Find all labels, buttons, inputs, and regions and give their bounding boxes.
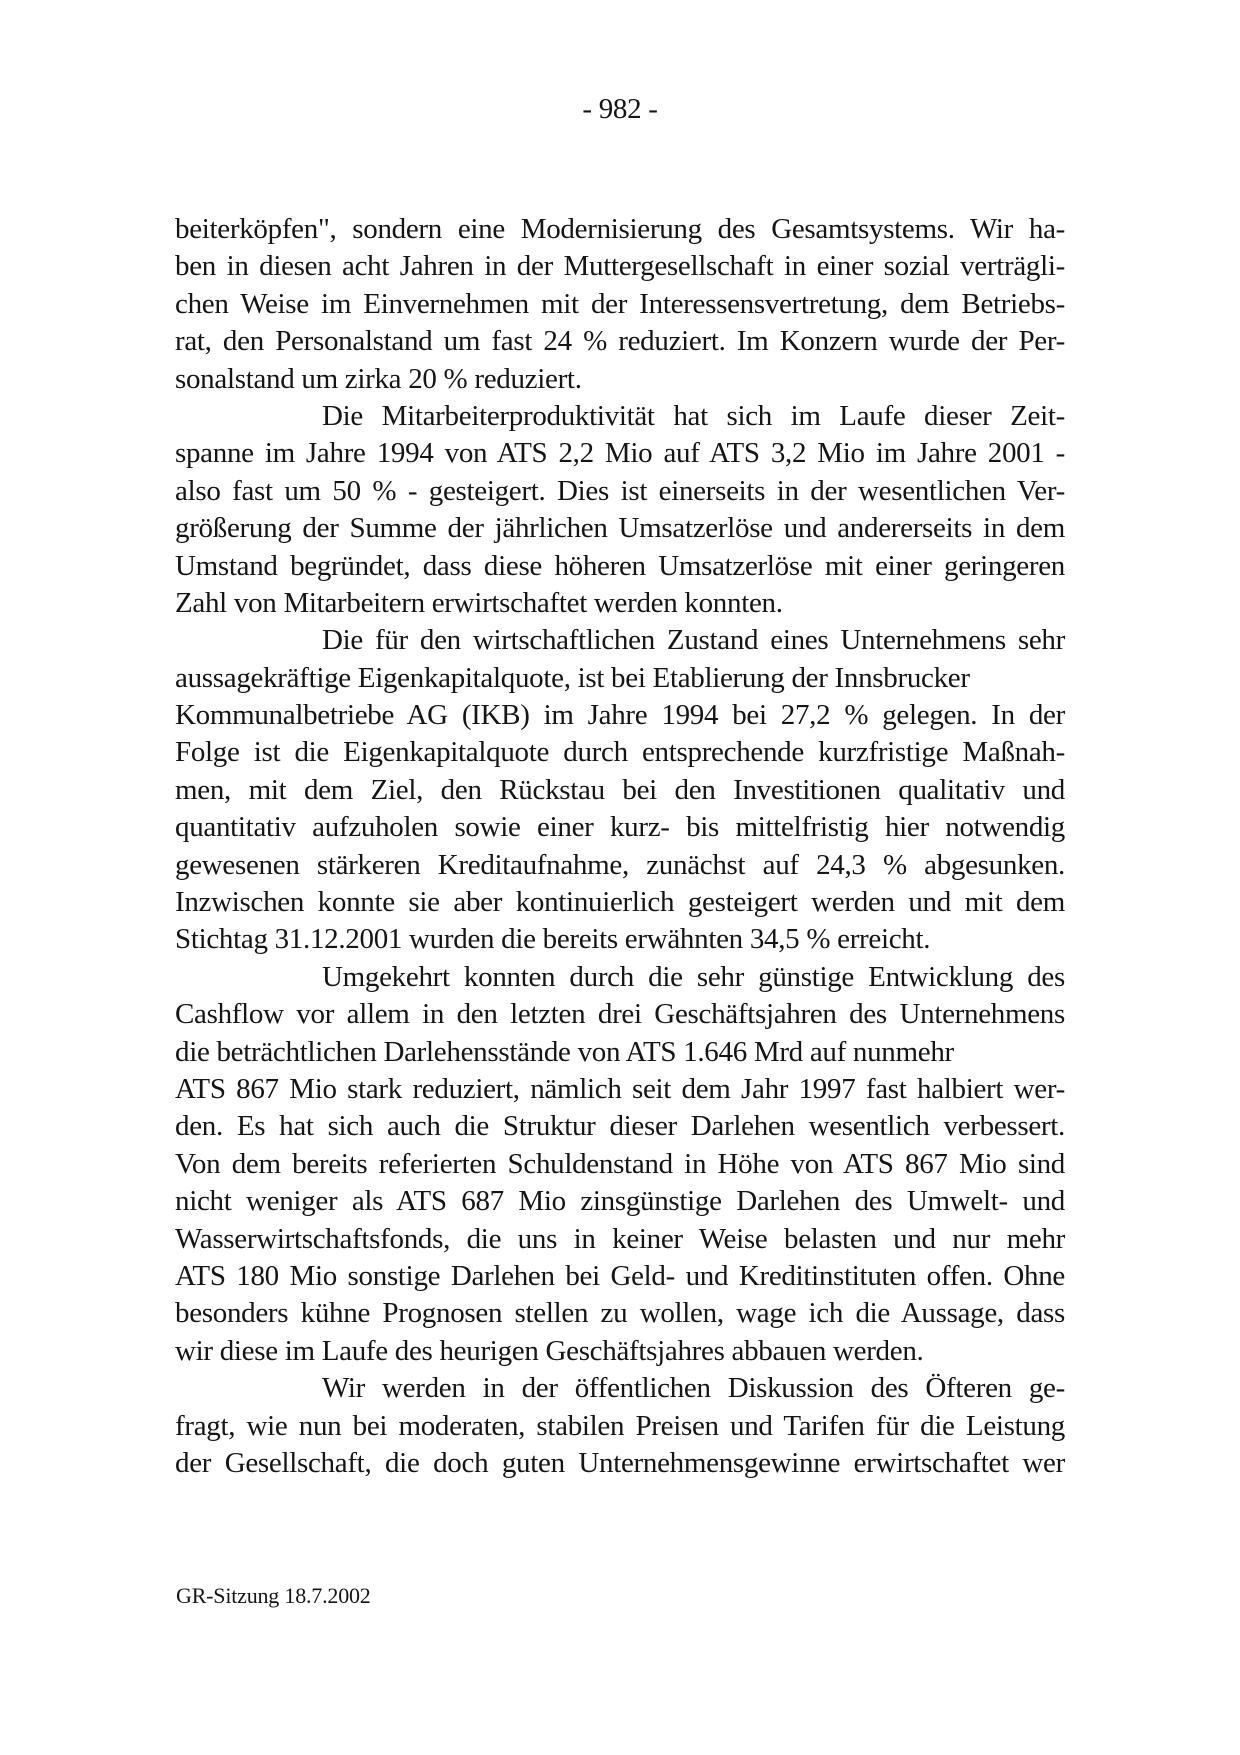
text-line: den. Es hat sich auch die Struktur dieser Darlehen wesentlich verbessert. <box>175 1110 1065 1143</box>
text-line: chen Weise im Einvernehmen mit der Interessensvertretung, dem Betriebs- <box>175 287 1065 320</box>
text-line: aussagekräftige Eigenkapitalquote, ist bei Etablierung der Innsbrucker <box>175 661 970 694</box>
page-number: - 982 - <box>582 93 658 125</box>
text-line: Wir werden in der öffentlichen Diskussion des Öfteren ge- <box>322 1372 1065 1405</box>
text-line: ATS 867 Mio stark reduziert, nämlich seit dem Jahr 1997 fast halbiert wer- <box>175 1072 1065 1105</box>
text-line: fragt, wie nun bei moderaten, stabilen Preisen und Tarifen für die Leistung <box>175 1409 1065 1442</box>
text-line: nicht weniger als ATS 687 Mio zinsgünstige Darlehen des Umwelt- und <box>175 1185 1065 1218</box>
text-line: quantitativ aufzuholen sowie einer kurz- bis mittelfristig hier notwendig <box>175 811 1065 844</box>
text-line: ben in diesen acht Jahren in der Muttergesellschaft in einer sozial verträgli- <box>175 250 1065 283</box>
text-line: rat, den Personalstand um fast 24 % reduziert. Im Konzern wurde der Per- <box>175 325 1065 358</box>
text-line: die beträchtlichen Darlehensstände von ATS 1.646 Mrd auf nunmehr <box>175 1035 954 1068</box>
text-line: ATS 180 Mio sonstige Darlehen bei Geld- und Kreditinstituten offen. Ohne <box>175 1259 1065 1292</box>
text-line: men, mit dem Ziel, den Rückstau bei den Investitionen qualitativ und <box>175 773 1065 806</box>
body-text <box>175 211 1065 1482</box>
text-line: der Gesellschaft, die doch guten Unternehmensgewinne erwirtschaftet wer <box>175 1446 1065 1479</box>
text-line: Folge ist die Eigenkapitalquote durch entsprechende kurzfristige Maßnah- <box>175 736 1065 769</box>
text-line: Von dem bereits referierten Schuldenstand in Höhe von ATS 867 Mio sind <box>175 1147 1065 1180</box>
text-line: Umgekehrt konnten durch die sehr günstige Entwicklung des <box>322 960 1065 993</box>
text-line: Die für den wirtschaftlichen Zustand eines Unternehmens sehr <box>322 624 1065 657</box>
text-line: Wasserwirtschaftsfonds, die uns in keiner Weise belasten und nur mehr <box>175 1222 1065 1255</box>
text-line: sonalstand um zirka 20 % reduziert. <box>175 362 582 395</box>
footer-session-label: GR-Sitzung 18.7.2002 <box>176 1583 371 1608</box>
text-line: gewesenen stärkeren Kreditaufnahme, zunächst auf 24,3 % abgesunken. <box>175 848 1065 881</box>
text-line: also fast um 50 % - gesteigert. Dies ist einerseits in der wesentlichen Ver- <box>175 474 1065 507</box>
text-line: Kommunalbetriebe AG (IKB) im Jahre 1994 bei 27,2 % gelegen. In der <box>175 699 1065 732</box>
text-line: größerung der Summe der jährlichen Umsatzerlöse und andererseits in dem <box>175 512 1065 545</box>
text-line: Inzwischen konnte sie aber kontinuierlich gesteigert werden und mit dem <box>175 886 1065 919</box>
text-line: Stichtag 31.12.2001 wurden die bereits erwähnten 34,5 % erreicht. <box>175 923 931 956</box>
text-line: Umstand begründet, dass diese höheren Umsatzerlöse mit einer geringeren <box>175 549 1065 582</box>
text-line: beiterköpfen", sondern eine Modernisierung des Gesamtsystems. Wir ha- <box>175 213 1065 245</box>
text-line: besonders kühne Prognosen stellen zu wollen, wage ich die Aussage, dass <box>175 1297 1065 1330</box>
text-line: wir diese im Laufe des heurigen Geschäftsjahres abbauen werden. <box>175 1334 924 1367</box>
text-line: Die Mitarbeiterproduktivität hat sich im Laufe dieser Zeit- <box>322 399 1065 432</box>
text-line: spanne im Jahre 1994 von ATS 2,2 Mio auf ATS 3,2 Mio im Jahre 2001 - <box>175 437 1065 470</box>
text-line: Cashflow vor allem in den letzten drei Geschäftsjahren des Unternehmens <box>175 998 1065 1031</box>
text-line: Zahl von Mitarbeitern erwirtschaftet werden konnten. <box>175 586 783 619</box>
